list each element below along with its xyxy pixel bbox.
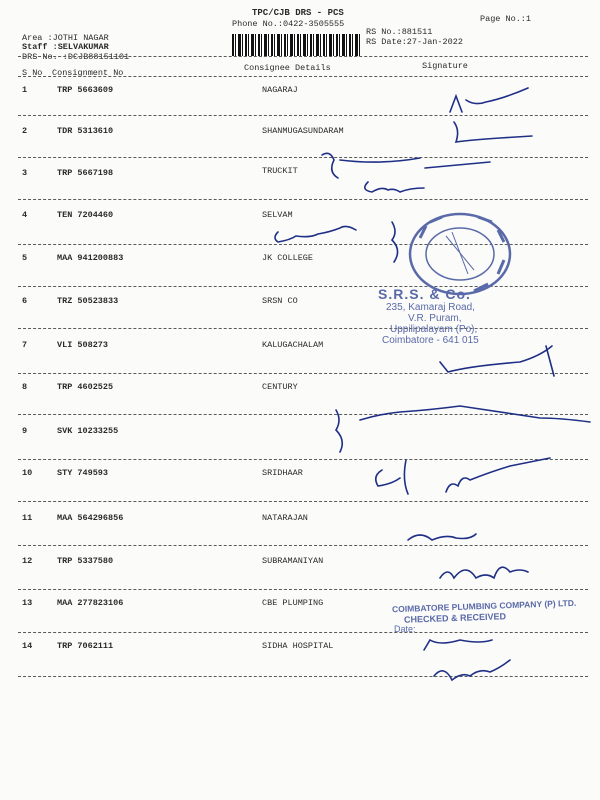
row-sno: 7 [22,340,28,350]
row-consignee: NAGARAJ [262,85,298,95]
row-divider [18,373,588,374]
row-sno: 14 [22,641,33,651]
page-number: Page No.:1 [480,14,532,24]
row-consignee: CENTURY [262,382,298,392]
row-sno: 10 [22,468,33,478]
row-divider [18,589,588,590]
row-sno: 11 [22,513,33,523]
row-divider [18,676,588,677]
row-divider [18,545,588,546]
table-row [0,382,600,426]
row-sno: 4 [22,210,28,220]
table-row [0,641,600,685]
row-sno: 13 [22,598,33,608]
row-divider [18,328,588,329]
srs-stamp-address: Coimbatore - 641 015 [382,335,479,346]
table-row [0,426,600,470]
row-sno: 2 [22,126,28,136]
row-consignee: SUBRAMANIYAN [262,556,324,566]
row-consignee: SRIDHAAR [262,468,303,478]
header-divider [18,56,588,57]
table-row [0,556,600,600]
row-sno: 5 [22,253,28,263]
cpc-stamp-date: Date: [394,624,416,634]
table-row [0,513,600,557]
row-consignment: TRZ 50523833 [57,296,119,306]
srs-stamp-address: Uppilipalayam (Po), [390,324,478,335]
college-seal-stamp [400,208,525,298]
table-row [0,296,600,340]
row-consignment: MAA 277823106 [57,598,124,608]
row-divider [18,632,588,633]
row-consignee: TRUCKIT [262,166,298,176]
row-consignment: TDR 5313610 [57,126,114,136]
row-divider [18,414,588,415]
staff-label: Staff :SELVAKUMAR [22,42,109,52]
table-row [0,168,600,212]
row-consignment: STY 749593 [57,468,109,478]
cpc-stamp-checked: CHECKED & RECEIVED [403,611,507,625]
table-row [0,340,600,384]
srs-stamp-name: S.R.S. & Co. [378,286,471,302]
table-row [0,468,600,512]
row-consignment: TRP 5663609 [57,85,114,95]
row-consignee: NATARAJAN [262,513,308,523]
row-divider [18,115,588,116]
row-consignee: JK COLLEGE [262,253,314,263]
row-sno: 3 [22,168,28,178]
rs-date: RS Date:27-Jan-2022 [366,37,463,47]
column-sno: S No [22,68,43,78]
row-sno: 9 [22,426,28,436]
barcode [232,34,360,56]
row-consignment: VLI 508273 [57,340,109,350]
row-divider [18,199,588,200]
cpc-stamp-name: COIMBATORE PLUMBING COMPANY (P) LTD. [391,597,577,615]
srs-stamp-address: 235, Kamaraj Road, [386,302,475,313]
row-divider [18,501,588,502]
phone-number: Phone No.:0422-3505555 [232,19,345,29]
drs-number: DRS No. :DCJB88151101 [22,52,130,62]
row-consignee: SELVAM [262,210,293,220]
column-consignment: Consignment No [52,68,124,78]
row-consignment: TRP 4602525 [57,382,114,392]
row-sno: 6 [22,296,28,306]
column-consignee: Consignee Details [244,63,331,73]
table-row [0,85,600,129]
row-consignment: MAA 941200883 [57,253,124,263]
row-consignee: KALUGACHALAM [262,340,324,350]
area-label: Area :JOTHI NAGAR [22,33,109,43]
srs-stamp-address: V.R. Puram, [408,313,462,324]
row-consignee: SRSN CO [262,296,298,306]
rs-number: RS No.:881511 [366,27,433,37]
row-consignment: MAA 564296856 [57,513,124,523]
row-consignee: SIDHA HOSPITAL [262,641,334,651]
row-consignee: SHANMUGASUNDARAM [262,126,344,136]
document-title: TPC/CJB DRS - PCS [252,8,344,18]
row-divider [18,157,588,158]
row-consignment: SVK 10233255 [57,426,119,436]
column-signature: Signature [422,61,468,71]
row-consignment: TRP 7062111 [57,641,114,651]
row-divider [18,459,588,460]
table-row [0,126,600,170]
row-sno: 1 [22,85,28,95]
columns-divider [18,76,588,77]
row-consignment: TRP 5667198 [57,168,114,178]
row-sno: 8 [22,382,28,392]
row-consignee: CBE PLUMPING [262,598,324,608]
row-consignment: TRP 5337580 [57,556,114,566]
row-consignment: TEN 7204460 [57,210,114,220]
row-sno: 12 [22,556,33,566]
